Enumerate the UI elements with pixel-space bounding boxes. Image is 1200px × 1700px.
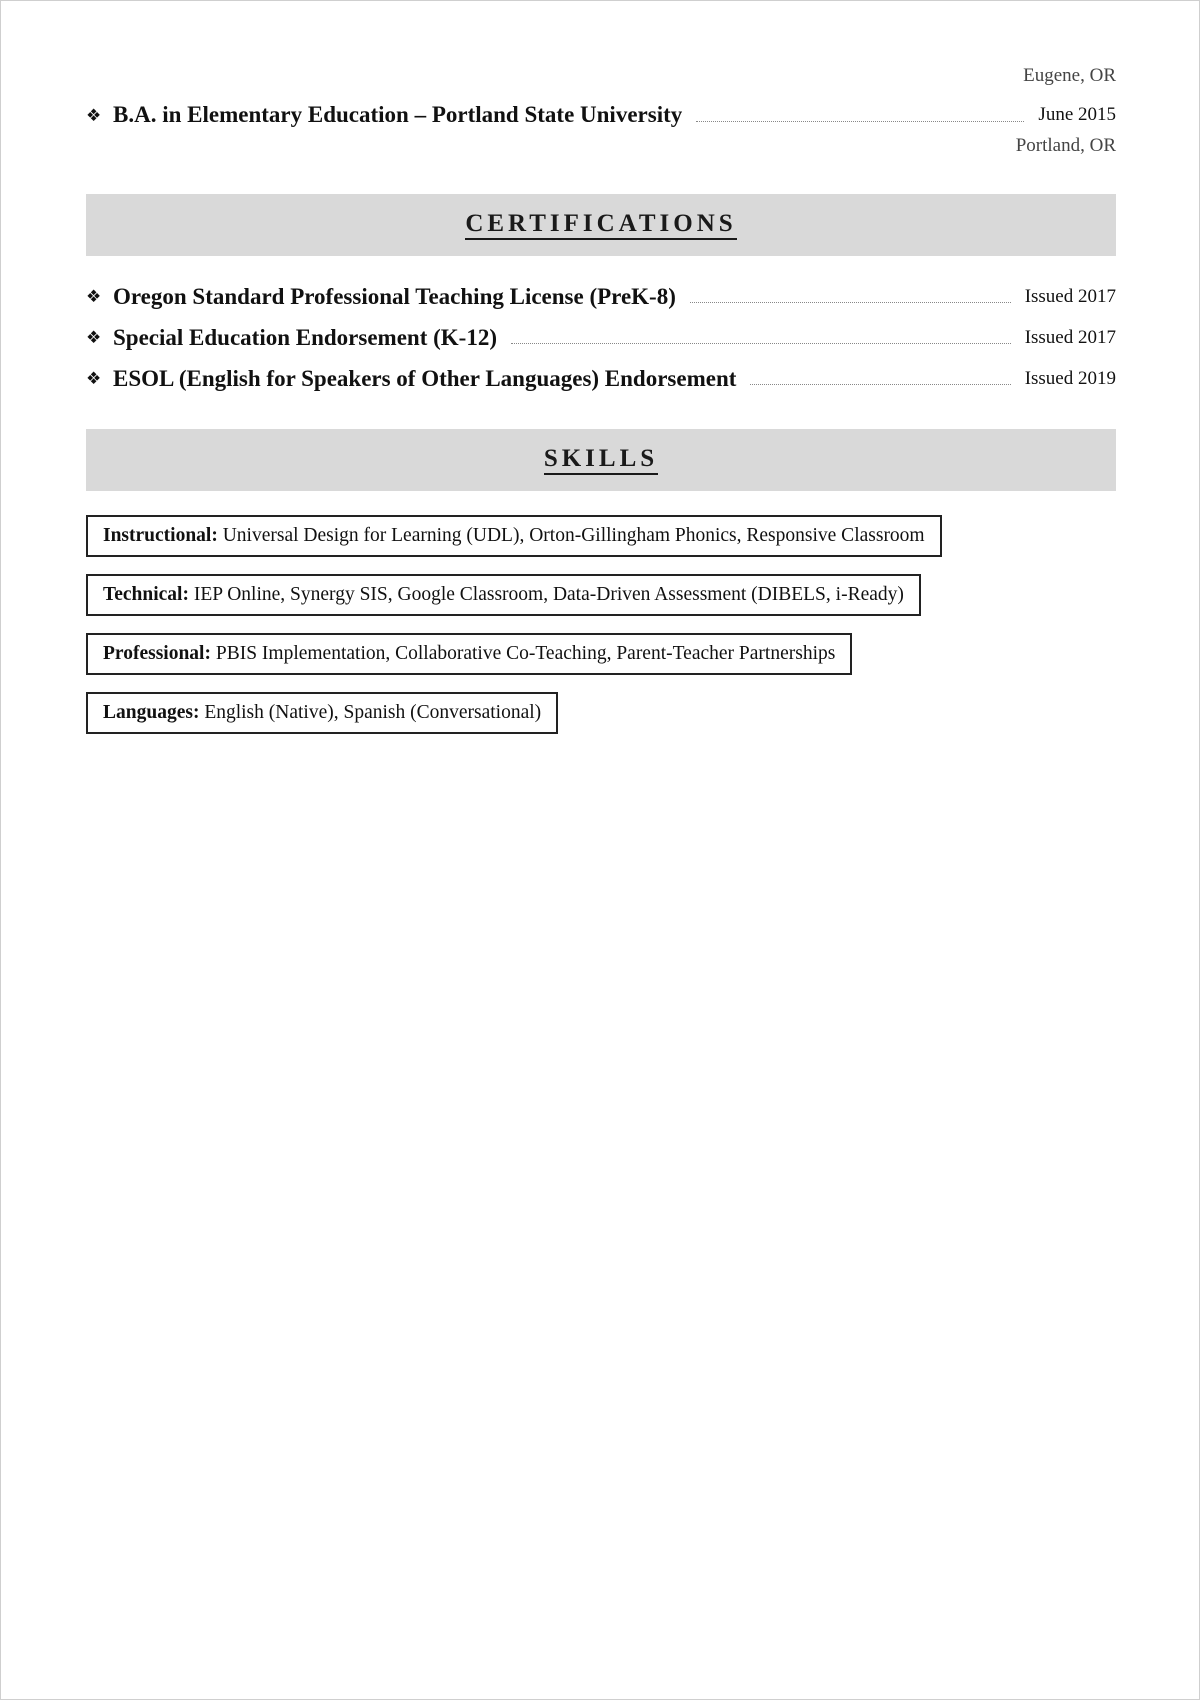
- certification-date: Issued 2017: [1024, 326, 1116, 348]
- skill-label: Instructional:: [103, 525, 218, 546]
- certification-title: Special Education Endorsement (K-12): [113, 324, 497, 350]
- certifications-section-header: [86, 194, 1116, 256]
- certification-item: [86, 358, 1116, 399]
- skill-text: English (Native), Spanish (Conversational): [199, 702, 542, 723]
- certification-date: Issued 2017: [1024, 285, 1116, 307]
- certification-title: Oregon Standard Professional Teaching License (PreK-8): [113, 283, 676, 309]
- skills-section-header: [86, 429, 1116, 491]
- skill-box-professional: [86, 633, 852, 675]
- diamond-bullet-icon: ❖: [86, 328, 102, 347]
- certification-date: Issued 2019: [1024, 367, 1116, 389]
- skill-row: [86, 574, 1116, 633]
- skill-row: [86, 515, 1116, 574]
- education-entry: [86, 97, 1116, 133]
- skill-row: [86, 633, 1116, 692]
- skills-list: [86, 515, 1116, 751]
- certification-item: [86, 317, 1116, 358]
- diamond-bullet-icon: ❖: [86, 287, 102, 306]
- skill-box-technical: [86, 574, 921, 616]
- skill-row: [86, 692, 1116, 751]
- dotted-leader: [750, 384, 1010, 385]
- skill-label: Professional:: [103, 643, 211, 664]
- dotted-leader: [511, 343, 1011, 344]
- certification-item: [86, 276, 1116, 317]
- skill-label: Technical:: [103, 584, 189, 605]
- dotted-leader: [690, 302, 1011, 303]
- skill-text: IEP Online, Synergy SIS, Google Classroom, Data-Driven Assessment (DIBELS, i-Ready): [188, 584, 904, 605]
- skill-box-languages: [86, 692, 558, 734]
- certifications-list: [86, 276, 1116, 399]
- degree-title: B.A. in Elementary Education – Portland State University: [113, 102, 683, 127]
- certification-title: ESOL (English for Speakers of Other Languages) Endorsement: [113, 365, 737, 391]
- certifications-heading: CERTIFICATIONS: [465, 210, 736, 241]
- skill-text: PBIS Implementation, Collaborative Co-Teaching, Parent-Teacher Partnerships: [210, 643, 836, 664]
- skill-text: Universal Design for Learning (UDL), Orton-Gillingham Phonics, Responsive Classroom: [217, 525, 925, 546]
- dotted-leader: [696, 121, 1024, 122]
- degree-date: June 2015: [1038, 104, 1116, 125]
- skills-heading: SKILLS: [544, 445, 658, 476]
- degree-location: Portland, OR: [1015, 135, 1116, 156]
- resume-content: [86, 61, 1116, 751]
- previous-entry-location: Eugene, OR: [1023, 65, 1116, 86]
- skill-box-instructional: [86, 515, 942, 557]
- diamond-bullet-icon: ❖: [86, 369, 102, 388]
- diamond-bullet-icon: ❖: [86, 105, 102, 125]
- skill-label: Languages:: [103, 702, 200, 723]
